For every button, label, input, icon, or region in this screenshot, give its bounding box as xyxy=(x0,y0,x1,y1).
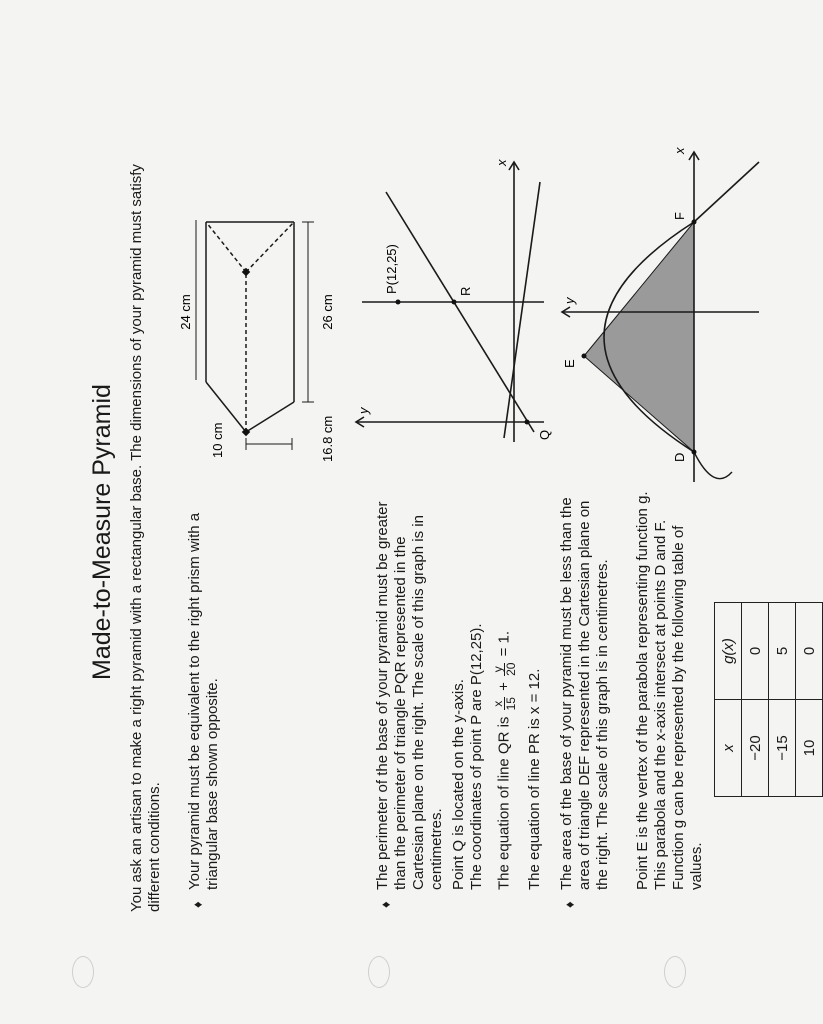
condition-3-vertex-text: Point E is the vertex of the parabola representing function g. This parabola and the x-axis intersect at points D and F. Function g can be represented by the following table of values. xyxy=(634,491,705,890)
binder-hole xyxy=(664,956,686,988)
condition-3-text: The area of the base of your pyramid must be less than the area of triangle DEF represented in the Cartesian plane on the right. The scale of this graph is in centimetres. xyxy=(558,497,611,890)
table-cell: −20 xyxy=(742,700,769,797)
prism-dim-26: 26 cm xyxy=(320,294,335,330)
condition-1-text: Your pyramid must be equivalent to the right prism with a triangular base shown opposite. xyxy=(186,512,221,890)
label-x-axis-2: x xyxy=(672,147,687,154)
equation-qr-prefix: The equation of line QR is xyxy=(495,716,513,890)
equation-qr-suffix: = 1. xyxy=(495,630,513,657)
bullet-diamond-3: ♦ xyxy=(562,901,577,908)
table-cell: 0 xyxy=(796,603,823,700)
fraction-den-20: 20 xyxy=(504,662,518,676)
prism-dim-16-8: 16.8 cm xyxy=(320,415,335,462)
label-y-axis-2: y xyxy=(562,297,577,304)
graph-parabola-def xyxy=(544,132,774,492)
intro-text: You ask an artisan to make a right pyramid with a rectangular base. The dimensions of your pyramid must satisfy different conditions. xyxy=(128,164,163,912)
condition-2-point-q: Point Q is located on the y-axis. xyxy=(450,679,467,890)
table-row xyxy=(742,603,769,797)
table-header-gx: g(x) xyxy=(715,603,742,700)
table-row xyxy=(769,603,796,797)
fraction-num-y: y xyxy=(492,663,505,676)
label-point-q: Q xyxy=(537,429,552,440)
fraction-den-15: 15 xyxy=(504,697,518,711)
equation-plus: + xyxy=(495,682,513,691)
table-row xyxy=(796,603,823,797)
label-x-axis-1: x xyxy=(494,159,509,166)
label-point-e: E xyxy=(562,359,577,368)
table-cell: 10 xyxy=(796,700,823,797)
label-point-f: F xyxy=(672,212,687,220)
table-cell: −15 xyxy=(769,700,796,797)
label-y-axis-1: y xyxy=(356,407,371,414)
page-title: Made-to-Measure Pyramid xyxy=(88,384,116,680)
bullet-diamond-2: ♦ xyxy=(378,901,393,908)
table-header-row xyxy=(715,603,742,797)
condition-2-point-p: The coordinates of point P are P(12,25). xyxy=(468,623,485,890)
bullet-diamond-1: ♦ xyxy=(190,901,205,908)
values-table xyxy=(714,602,823,797)
label-point-d: D xyxy=(672,452,687,462)
table-cell: 5 xyxy=(769,603,796,700)
graph-triangle-pqr xyxy=(354,152,554,462)
equation-line-pr: The equation of line PR is x = 12. xyxy=(526,668,543,890)
table-cell: 0 xyxy=(742,603,769,700)
prism-dim-24: 24 cm xyxy=(178,294,193,330)
fraction-y-over-20 xyxy=(492,663,517,676)
binder-hole xyxy=(368,956,390,988)
table-header-x: x xyxy=(715,700,742,797)
condition-2-text: The perimeter of the base of your pyramid must be greater than the perimeter of triangle PQR represented in the Cartesian plane on the right. The scale of this graph is in centimetres. xyxy=(374,501,445,890)
fraction-num-x: x xyxy=(492,697,505,710)
binder-hole xyxy=(72,956,94,988)
document-page xyxy=(84,112,818,912)
label-point-p: P(12,25) xyxy=(384,244,399,294)
prism-dim-10: 10 cm xyxy=(210,422,225,458)
label-point-r: R xyxy=(458,286,473,296)
equation-line-qr xyxy=(492,631,517,890)
prism-diagram xyxy=(176,152,346,462)
fraction-x-over-15 xyxy=(492,697,517,710)
